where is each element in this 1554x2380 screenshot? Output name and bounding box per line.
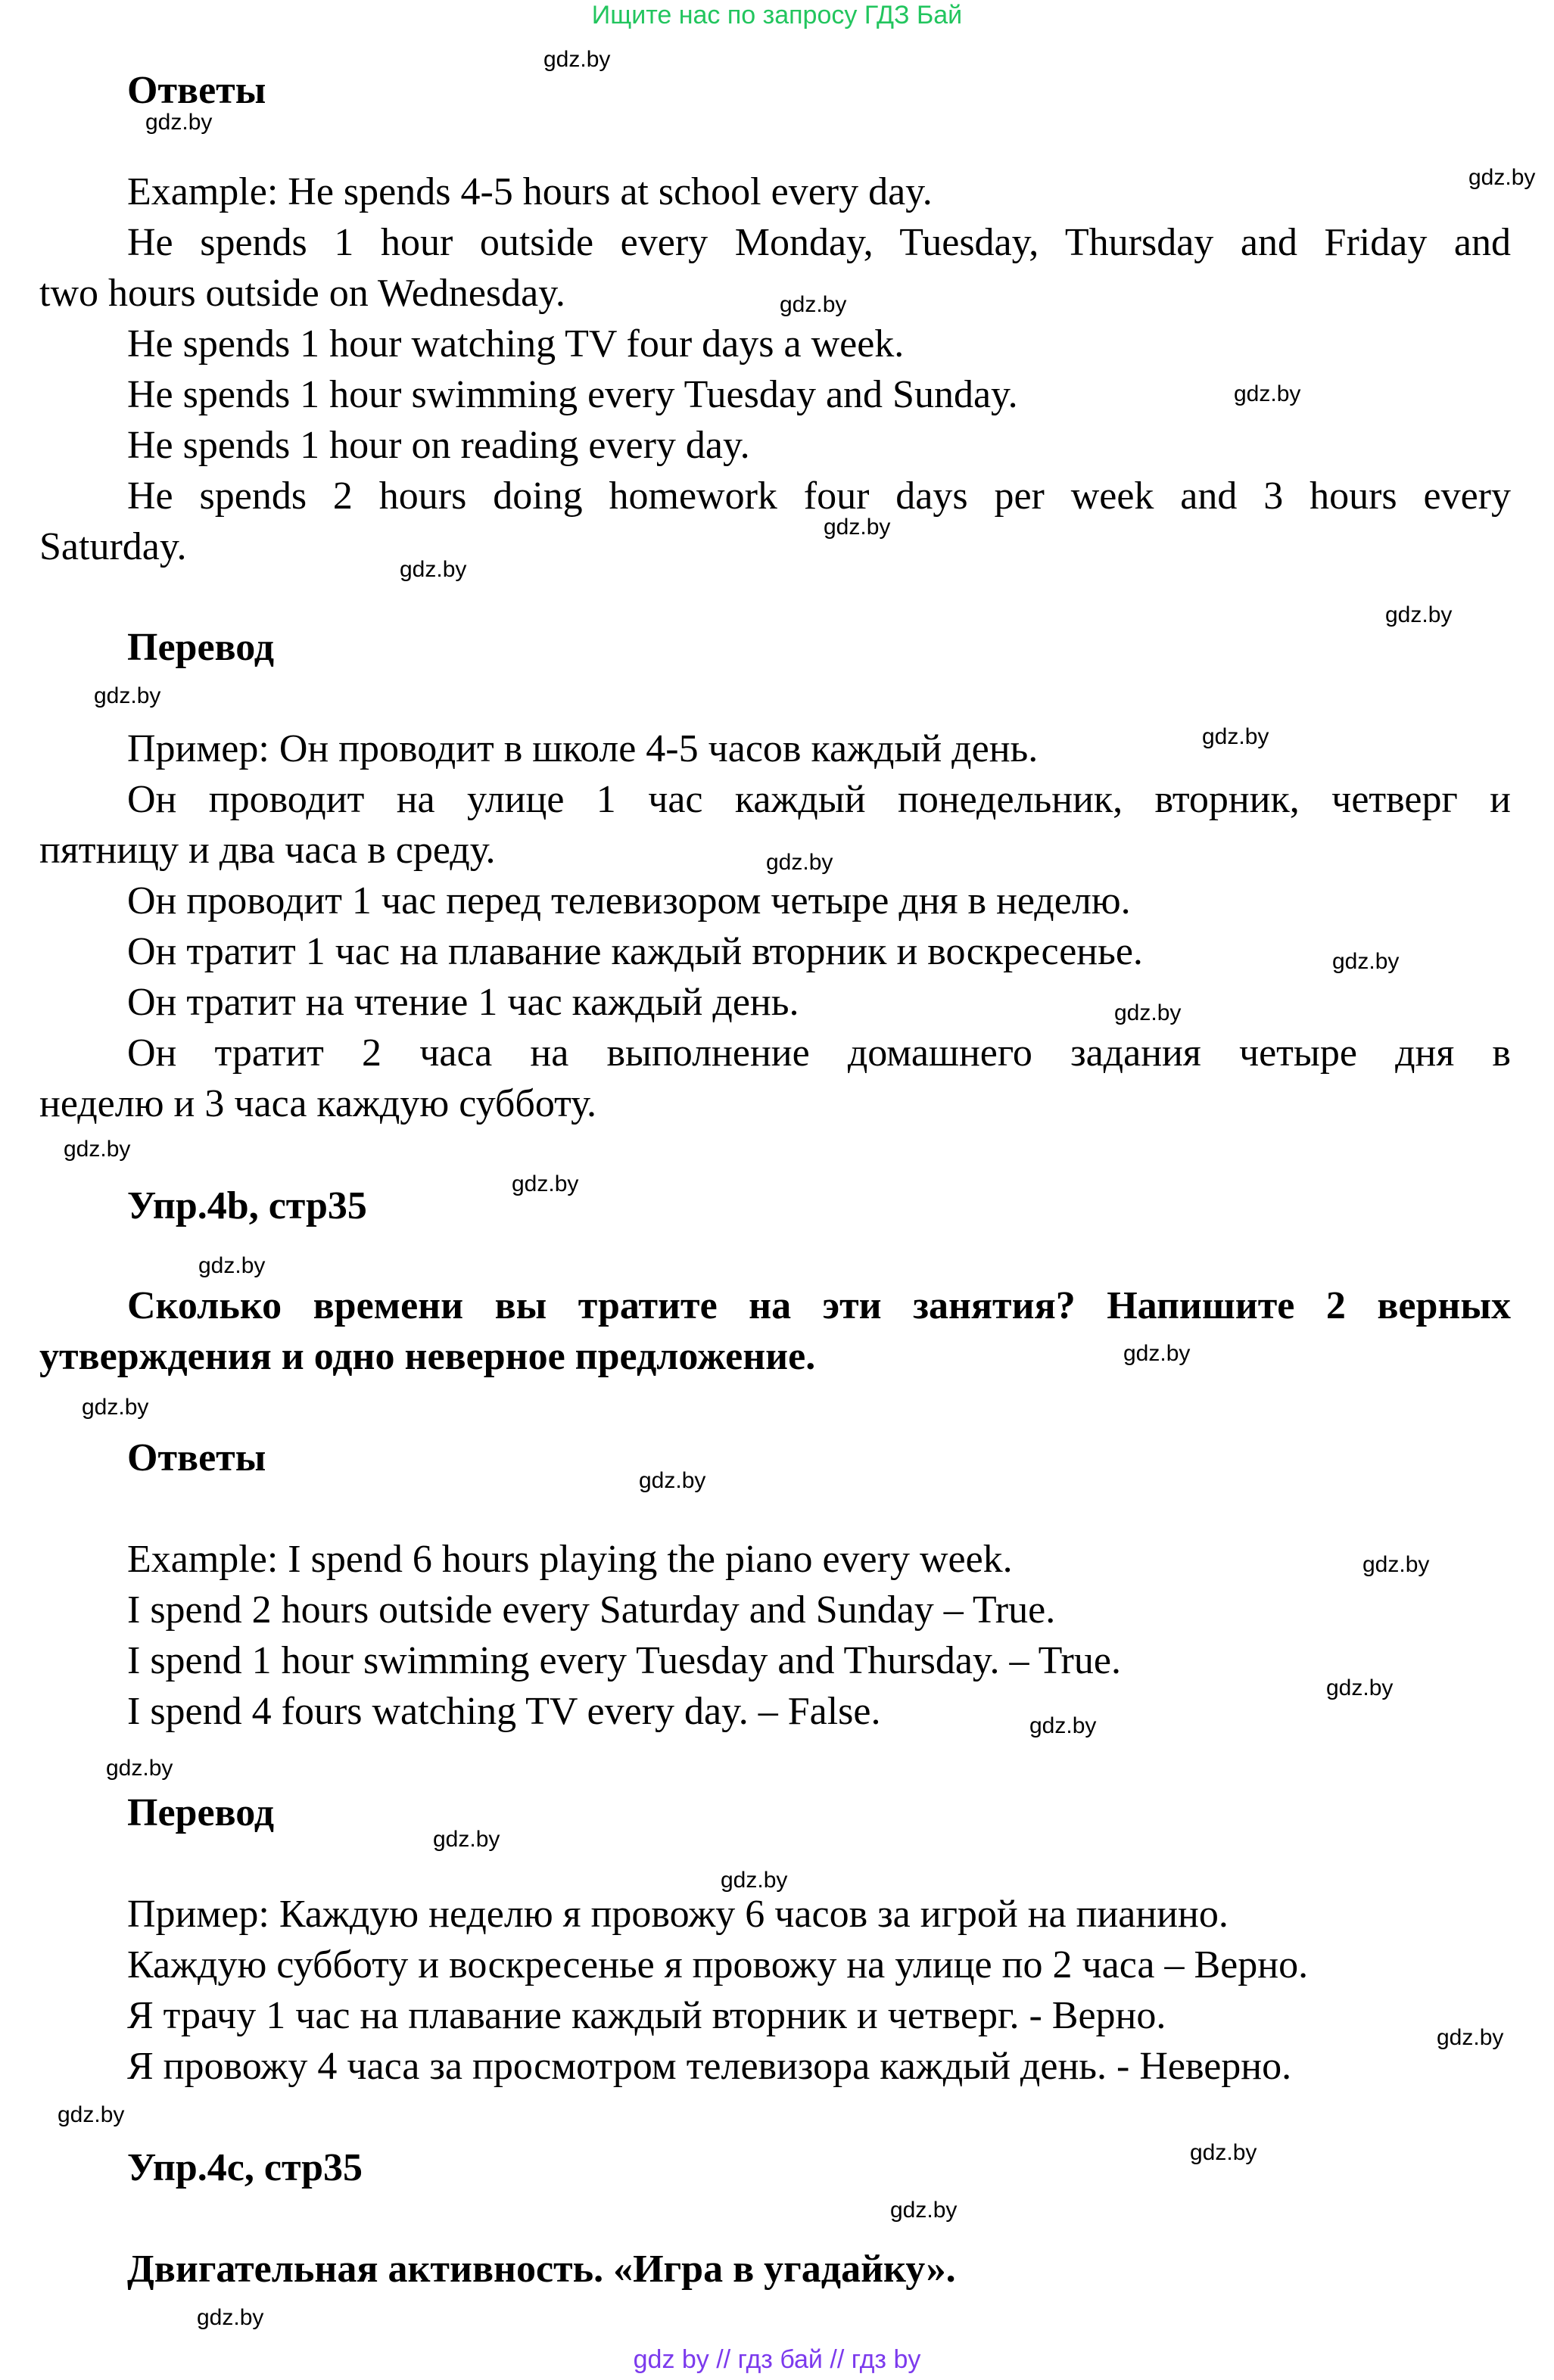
watermark: gdz.by <box>433 1827 500 1852</box>
answer-line: two hours outside on Wednesday. <box>39 272 565 315</box>
watermark: gdz.by <box>1029 1713 1097 1738</box>
watermark: gdz.by <box>1362 1552 1430 1577</box>
answer-line: He spends 1 hour on reading every day. <box>127 424 750 467</box>
watermark: gdz.by <box>512 1171 579 1196</box>
translation-line: пятницу и два часа в среду. <box>39 829 496 872</box>
footer-banner: gdz by // гдз бай // гдз by <box>633 2345 921 2374</box>
watermark: gdz.by <box>197 2305 264 2330</box>
answer-line: He spends 1 hour swimming every Tuesday and Sunday. <box>127 373 1018 416</box>
watermark: gdz.by <box>1234 381 1301 406</box>
exercise-task-line: Двигательная активность. «Игра в угадайку». <box>127 2248 956 2291</box>
translation-line: Он проводит на улице 1 час каждый понедельник, вторник, четверг и <box>127 778 1511 821</box>
watermark: gdz.by <box>766 850 833 875</box>
answer-line: I spend 2 hours outside every Saturday and Sunday – True. <box>127 1588 1056 1632</box>
translation-line: Пример: Каждую неделю я провожу 6 часов за игрой на пианино. <box>127 1893 1229 1936</box>
watermark: gdz.by <box>58 2102 125 2127</box>
watermark: gdz.by <box>1437 2025 1504 2050</box>
translation-heading: Перевод <box>127 1791 275 1834</box>
watermark: gdz.by <box>1326 1675 1394 1700</box>
watermark: gdz.by <box>198 1253 266 1278</box>
translation-line: Он тратит 2 часа на выполнение домашнего задания четыре дня в <box>127 1031 1511 1075</box>
answer-line: I spend 1 hour swimming every Tuesday and Thursday. – True. <box>127 1639 1121 1682</box>
exercise-task-line: Сколько времени вы тратите на эти занятия? Напишите 2 верных <box>127 1284 1511 1327</box>
watermark: gdz.by <box>94 683 161 708</box>
watermark: gdz.by <box>543 47 611 72</box>
watermark: gdz.by <box>82 1395 149 1420</box>
answer-line: He spends 2 hours doing homework four days per week and 3 hours every <box>127 474 1511 518</box>
exercise-title: Упр.4b, стр35 <box>127 1184 367 1227</box>
watermark: gdz.by <box>106 1756 173 1781</box>
watermark: gdz.by <box>64 1137 131 1162</box>
watermark: gdz.by <box>1385 602 1453 627</box>
answer-line: I spend 4 fours watching TV every day. – False. <box>127 1690 881 1733</box>
watermark: gdz.by <box>824 515 891 540</box>
watermark: gdz.by <box>1202 724 1269 749</box>
translation-line: неделю и 3 часа каждую субботу. <box>39 1082 596 1125</box>
answer-line: He spends 1 hour watching TV four days a week. <box>127 322 905 366</box>
exercise-task-line: утверждения и одно неверное предложение. <box>39 1335 816 1378</box>
answers-heading: Ответы <box>127 69 266 112</box>
watermark: gdz.by <box>1332 949 1400 974</box>
translation-line: Каждую субботу и воскресенье я провожу на улице по 2 часа – Верно. <box>127 1943 1309 1986</box>
watermark: gdz.by <box>780 292 847 317</box>
watermark: gdz.by <box>721 1868 788 1893</box>
answer-line: Saturday. <box>39 525 187 568</box>
watermark: gdz.by <box>1123 1341 1191 1366</box>
translation-line: Он тратит на чтение 1 час каждый день. <box>127 981 799 1024</box>
answer-line: Example: He spends 4-5 hours at school every day. <box>127 170 933 213</box>
translation-heading: Перевод <box>127 626 275 669</box>
answer-line: Example: I spend 6 hours playing the piano every week. <box>127 1538 1013 1581</box>
watermark: gdz.by <box>1190 2140 1257 2165</box>
watermark: gdz.by <box>400 557 467 582</box>
exercise-title: Упр.4c, стр35 <box>127 2146 363 2189</box>
translation-line: Я трачу 1 час на плавание каждый вторник и четверг. - Верно. <box>127 1994 1166 2037</box>
answer-line: He spends 1 hour outside every Monday, Tuesday, Thursday and Friday and <box>127 221 1511 264</box>
watermark: gdz.by <box>1114 1000 1182 1025</box>
translation-line: Пример: Он проводит в школе 4-5 часов каждый день. <box>127 727 1039 770</box>
watermark: gdz.by <box>1468 165 1536 190</box>
translation-line: Он проводит 1 час перед телевизором четыре дня в неделю. <box>127 879 1131 922</box>
translation-line: Он тратит 1 час на плавание каждый вторник и воскресенье. <box>127 930 1143 973</box>
watermark: gdz.by <box>639 1468 706 1493</box>
translation-line: Я провожу 4 часа за просмотром телевизора каждый день. - Неверно. <box>127 2045 1292 2088</box>
top-search-banner: Ищите нас по запросу ГДЗ Бай <box>591 1 963 30</box>
watermark: gdz.by <box>890 2198 958 2223</box>
watermark: gdz.by <box>145 110 213 135</box>
answers-heading: Ответы <box>127 1436 266 1479</box>
